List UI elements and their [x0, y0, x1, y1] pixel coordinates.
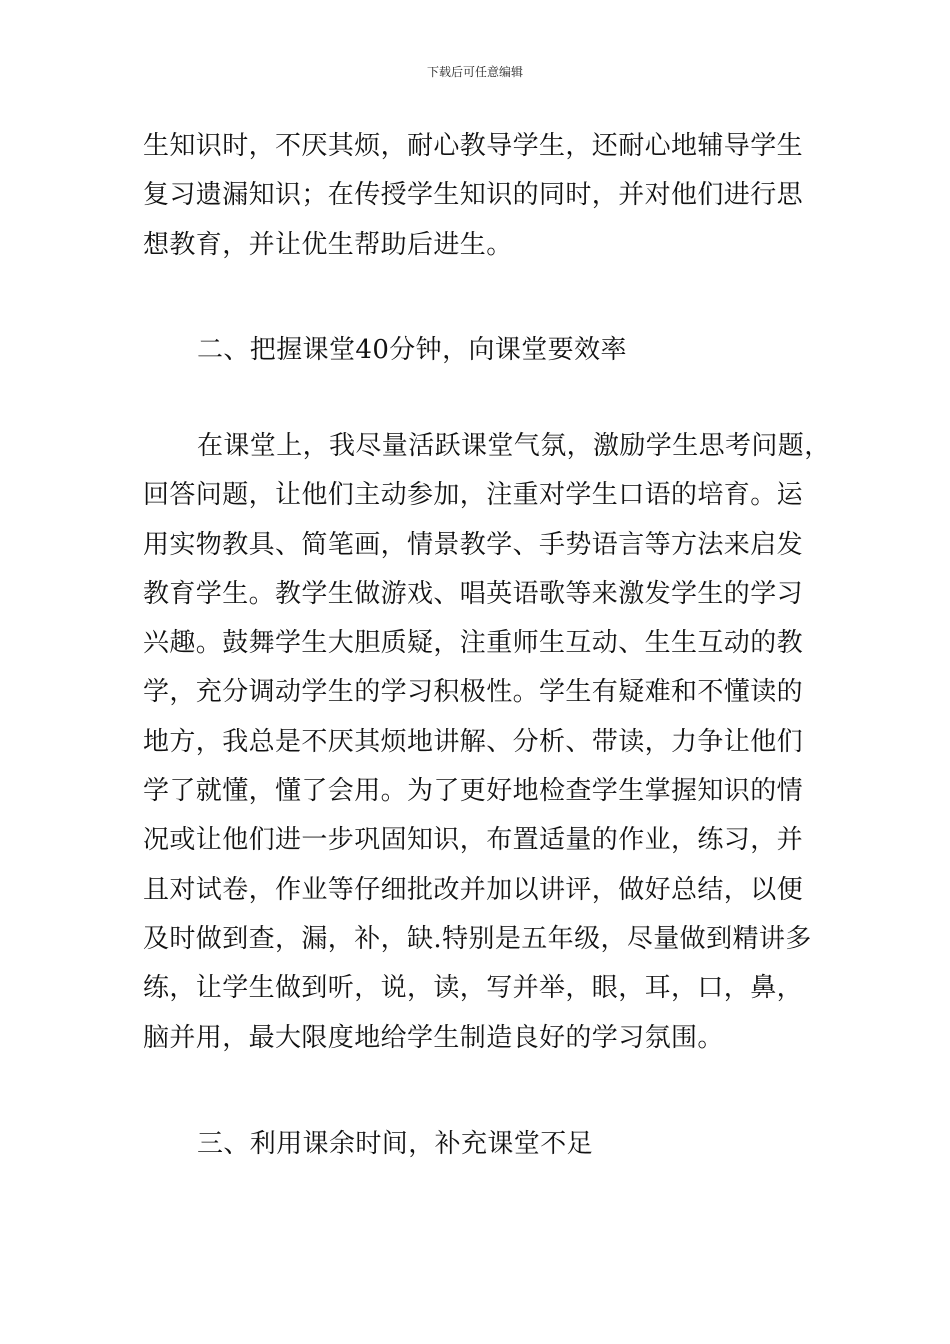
paragraph-line: 况或让他们进一步巩固知识，布置适量的作业，练习，并	[143, 825, 804, 856]
paragraph-line: 学了就懂，懂了会用。为了更好地检查学生掌握知识的情	[143, 776, 804, 807]
paragraph-line: 及时做到查，漏，补，缺.特别是五年级，尽量做到精讲多	[143, 923, 812, 954]
paragraph-line: 想教育，并让优生帮助后进生。	[143, 229, 513, 260]
paragraph-line: 复习遗漏知识；在传授学生知识的同时，并对他们进行思	[143, 180, 804, 211]
paragraph-line: 生知识时，不厌其烦，耐心教导学生，还耐心地辅导学生	[143, 131, 804, 161]
paragraph-1	[143, 122, 803, 270]
paragraph-line: 在课堂上，我尽量活跃课堂气氛，激励学生思考问题，	[197, 431, 831, 461]
section-heading-3: 三、利用课余时间，补充课堂不足	[197, 1129, 594, 1159]
page-header-note: 下载后可任意编辑	[426, 65, 523, 79]
paragraph-line: 学，充分调动学生的学习积极性。学生有疑难和不懂读的	[143, 677, 804, 708]
paragraph-2	[143, 422, 831, 1063]
section-heading-2: 二、把握课堂40分钟，向课堂要效率	[197, 335, 627, 365]
paragraph-line: 回答问题，让他们主动参加，注重对学生口语的培育。运	[143, 480, 804, 511]
paragraph-line: 练，让学生做到听，说，读，写并举，眼，耳，口，鼻，	[143, 973, 804, 1004]
paragraph-line: 教育学生。教学生做游戏、唱英语歌等来激发学生的学习	[143, 578, 804, 609]
paragraph-line: 地方，我总是不厌其烦地讲解、分析、带读，力争让他们	[143, 726, 804, 757]
paragraph-line: 且对试卷，作业等仔细批改并加以讲评，做好总结，以便	[143, 874, 804, 905]
paragraph-line: 脑并用，最大限度地给学生制造良好的学习氛围。	[143, 1022, 724, 1053]
paragraph-line: 兴趣。鼓舞学生大胆质疑，注重师生互动、生生互动的教	[143, 628, 804, 659]
paragraph-line: 用实物教具、简笔画，情景教学、手势语言等方法来启发	[143, 529, 804, 560]
